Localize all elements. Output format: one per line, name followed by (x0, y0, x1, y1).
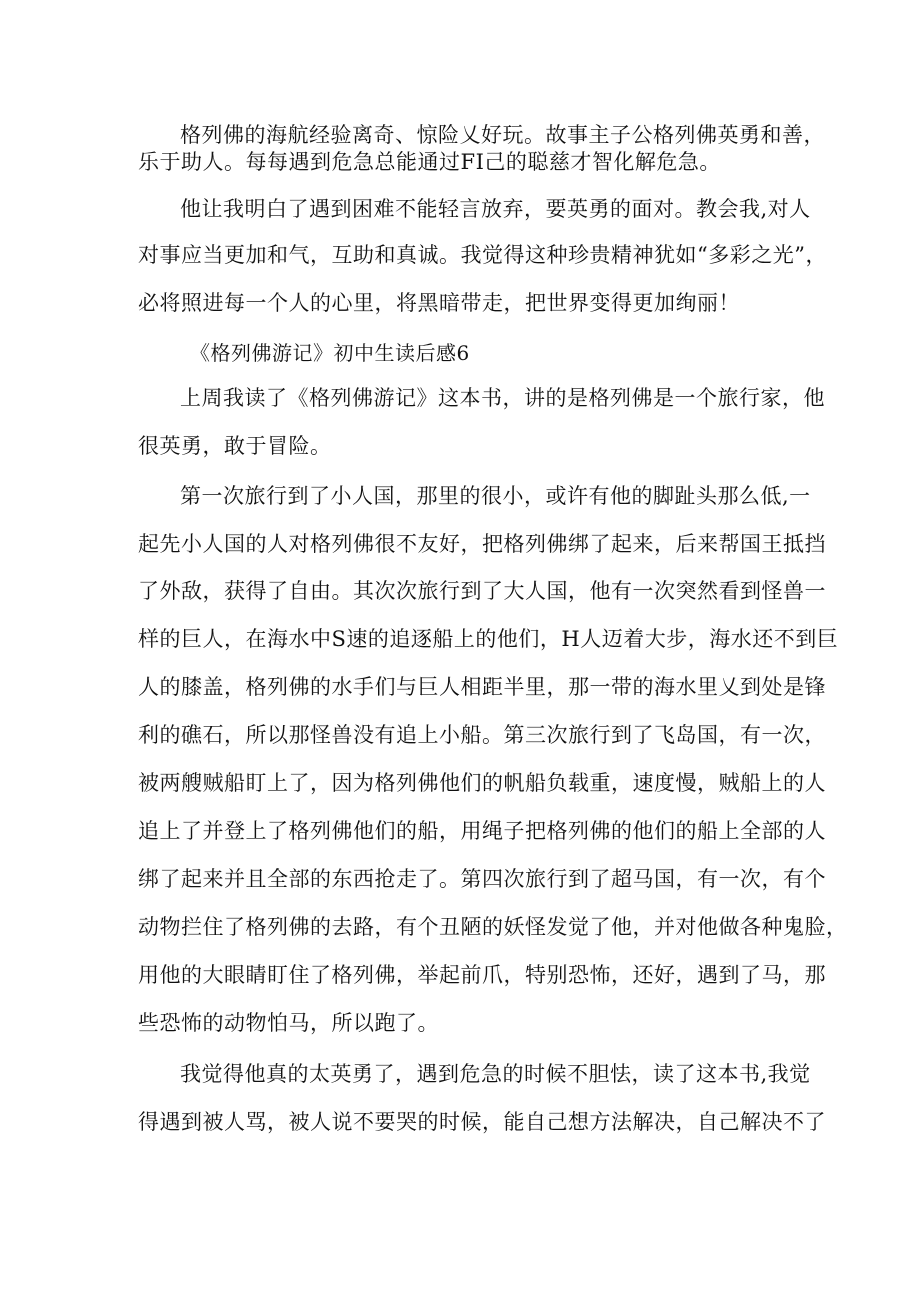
paragraph-5-line-1: 我觉得他真的太英勇了，遇到危急的时候不胆怯，读了这本书,我觉 (180, 1062, 811, 1086)
paragraph-2-line-3: 必将照进每一个人的心里，将黑暗带走，把世界变得更加绚丽！ (138, 291, 740, 315)
paragraph-4-line-12: 些恐怖的动物怕马，所以跑了。 (138, 1011, 439, 1035)
essay-title: 《格列佛游记》初中生读后感6 (190, 341, 470, 365)
paragraph-4-line-7: 被两艘贼船盯上了，因为格列佛他们的帆船负载重，速度慢，贼船上的人 (138, 771, 826, 795)
paragraph-4-line-9: 绑了起来并且全部的东西抢走了。第四次旅行到了超马国，有一次，有个 (138, 867, 826, 891)
paragraph-4-line-2: 起先小人国的人对格列佛很不友好，把格列佛绑了起来，后来帮国王抵挡 (138, 532, 826, 556)
paragraph-4-line-1: 第一次旅行到了小人国，那里的很小，或许有他的脚趾头那么低,一 (180, 484, 811, 508)
paragraph-1-line-2: 乐于助人。每每遇到危急总能通过FI己的聪慈才智化解危急。 (138, 150, 721, 174)
paragraph-3-line-2: 很英勇，敢于冒险。 (138, 434, 332, 458)
paragraph-2-line-1: 他让我明白了遇到困难不能轻言放弃，要英勇的面对。教会我,对人 (180, 197, 811, 221)
paragraph-4-line-11: 用他的大眼睛盯住了格列佛，举起前爪，特别恐怖，还好，遇到了马，那 (138, 963, 826, 987)
paragraph-4-line-8: 追上了并登上了格列佛他们的船，用绳子把格列佛的他们的船上全部的人 (138, 819, 826, 843)
paragraph-1-line-1: 格列佛的海航经验离奇、惊险乂好玩。故事主子公格列佛英勇和善， (180, 123, 825, 147)
paragraph-4-line-4: 样的巨人，在海水中S速的追逐船上的他们，H人迈着大步，海水还不到巨 (138, 627, 839, 651)
paragraph-4-line-6: 利的礁石，所以那怪兽没有追上小船。第三次旅行到了飞岛国，有一次， (138, 723, 826, 747)
paragraph-5-line-2: 得遇到被人骂，被人说不要哭的时候，能自己想方法解决，自己解决不了 (138, 1110, 826, 1134)
paragraph-4-line-3: 了外敌，获得了自由。其次次旅行到了大人国，他有一次突然看到怪兽一 (138, 579, 826, 603)
paragraph-4-line-5: 人的膝盖，格列佛的水手们与巨人相距半里，那一带的海水里乂到处是锋 (138, 675, 826, 699)
paragraph-3-line-1: 上周我读了《格列佛游记》这本书，讲的是格列佛是一个旅行家，他 (180, 386, 825, 410)
paragraph-2-line-2: 对事应当更加和气，互助和真诚。我觉得这种珍贵精神犹如“多彩之光”， (138, 243, 827, 267)
paragraph-4-line-10: 动物拦住了格列佛的去路，有个丑陋的妖怪发觉了他，并对他做各种鬼脸， (138, 915, 848, 939)
